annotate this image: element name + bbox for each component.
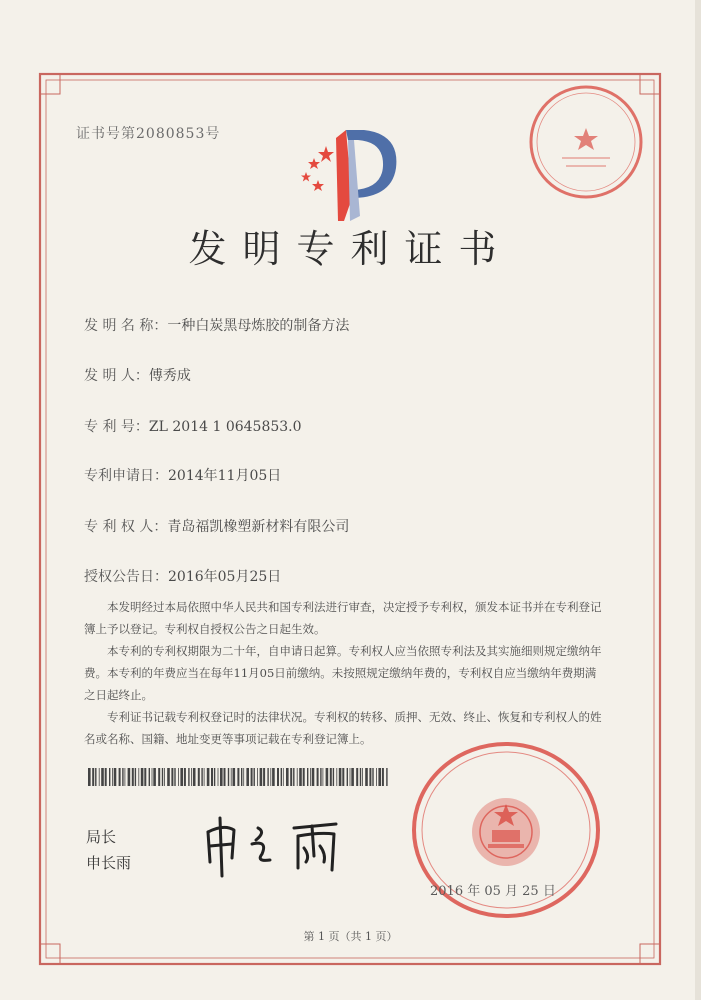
field-value: ZL 2014 1 0645853.0	[148, 419, 302, 435]
page-number: 第 1 页（共 1 页）	[303, 930, 398, 943]
field-value: 2014年11月05日	[168, 468, 282, 484]
issue-date: 2016 年 05 月 25 日	[430, 884, 556, 899]
certificate-number: 证书号第2080853号	[76, 126, 221, 142]
paragraph: 本专利的专利权期限为二十年，自申请日起算。专利权人应当依照专利法及其实施细则规定缴纳年费。本专利的年费应当在每年11月05日前缴纳。未按照规定缴纳年费的，专利权自应当缴纳年费期满之日起终止。	[84, 644, 602, 702]
paragraph: 本发明经过本局依照中华人民共和国专利法进行审查，决定授予专利权，颁发本证书并在专利登记簿上予以登记。专利权自授权公告之日起生效。	[84, 600, 602, 636]
field-value: 2016年05月25日	[168, 569, 282, 585]
field-label: 发 明 人：	[84, 368, 149, 384]
barcode	[88, 768, 390, 786]
field-invention-name	[84, 315, 349, 335]
field-patentee	[84, 516, 349, 536]
certificate-title: 发明专利证书	[188, 227, 513, 271]
director-title: 局长	[86, 828, 117, 846]
field-label: 专利申请日：	[84, 468, 168, 484]
certificate-body-text	[84, 596, 604, 750]
director-name: 申长雨	[86, 854, 132, 872]
page-edge-strip	[695, 0, 701, 1000]
patent-bureau-seal	[528, 84, 644, 200]
patent-office-logo-icon	[288, 128, 408, 223]
field-value: 傅秀成	[148, 368, 191, 384]
field-label: 授权公告日：	[84, 569, 168, 585]
field-label: 发 明 名 称：	[84, 318, 168, 334]
field-value: 青岛福凯橡塑新材料有限公司	[167, 519, 350, 535]
field-grant-date	[84, 566, 281, 586]
field-value: 一种白炭黑母炼胶的制备方法	[167, 318, 350, 334]
field-application-date	[84, 465, 281, 485]
field-label: 专 利 号：	[84, 419, 149, 435]
field-patent-number	[84, 416, 302, 436]
field-inventor	[84, 365, 191, 385]
director-signature	[196, 810, 356, 880]
field-label: 专 利 权 人：	[84, 519, 168, 535]
paragraph: 专利证书记载专利权登记时的法律状况。专利权的转移、质押、无效、终止、恢复和专利权人的姓名或名称、国籍、地址变更等事项记载在专利登记簿上。	[84, 710, 602, 746]
